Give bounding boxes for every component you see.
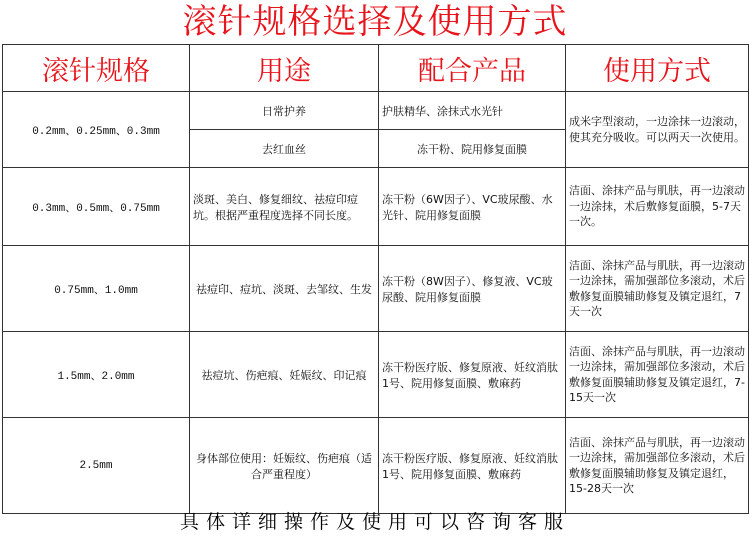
spec-cell: 0.3mm、0.5mm、0.75mm (3, 168, 190, 246)
spec-cell: 2.5mm (3, 418, 190, 514)
method-cell: 洁面、涂抹产品与肌肤，再一边滚动一边涂抹，需加强部位多滚动，术后敷修复面膜辅助修复及镇定退红，7-15天一次 (566, 332, 749, 418)
table-row (3, 332, 749, 418)
product-cell: 冻干粉医疗版、修复原液、妊纹消肽1号、院用修复面膜、敷麻药 (379, 418, 566, 514)
table-row (3, 246, 749, 332)
header-row (3, 45, 749, 92)
use-cell: 去红血丝 (190, 130, 379, 168)
page-title: 滚针规格选择及使用方式 (182, 2, 568, 42)
spec-cell: 0.2mm、0.25mm、0.3mm (3, 92, 190, 168)
use-cell: 日常护养 (190, 92, 379, 130)
footer-note: 具体详细操作及使用可以咨询客服 (179, 511, 570, 533)
use-cell: 祛痘印、痘坑、淡斑、去邹纹、生发 (190, 246, 379, 332)
table-row (3, 418, 749, 514)
method-cell: 洁面、涂抹产品与肌肤，再一边滚动一边涂抹，需加强部位多滚动，术后敷修复面膜辅助修复及镇定退红，7天一次 (566, 246, 749, 332)
header-spec: 滚针规格 (3, 45, 190, 92)
spec-cell: 1.5mm、2.0mm (3, 332, 190, 418)
product-cell: 冻干粉医疗版、修复原液、妊纹消肽1号、院用修复面膜、敷麻药 (379, 332, 566, 418)
header-use: 用途 (190, 45, 379, 92)
method-cell: 成米字型滚动，一边涂抹一边滚动，使其充分吸收。可以两天一次使用。 (566, 92, 749, 168)
use-cell: 淡斑、美白、修复细纹、祛痘印痘坑。根据严重程度选择不同长度。 (190, 168, 379, 246)
spec-cell: 0.75mm、1.0mm (3, 246, 190, 332)
method-cell: 洁面、涂抹产品与肌肤，再一边滚动一边涂抹，需加强部位多滚动，术后敷修复面膜辅助修复及镇定退红，15-28天一次 (566, 418, 749, 514)
table-row (3, 168, 749, 246)
product-cell: 冻干粉（8W因子）、修复液、VC玻尿酸、院用修复面膜 (379, 246, 566, 332)
product-cell: 护肤精华、涂抹式水光针 (379, 92, 566, 130)
table-row (3, 92, 749, 130)
use-cell: 身体部位使用：妊娠纹、伤疤痕（适合严重程度） (190, 418, 379, 514)
product-cell: 冻干粉、院用修复面膜 (379, 130, 566, 168)
method-cell: 洁面、涂抹产品与肌肤，再一边滚动一边涂抹，术后敷修复面膜，5-7天一次。 (566, 168, 749, 246)
product-cell: 冻干粉（6W因子）、VC玻尿酸、水光针、院用修复面膜 (379, 168, 566, 246)
spec-table (2, 44, 749, 514)
header-method: 使用方式 (566, 45, 749, 92)
header-product: 配合产品 (379, 45, 566, 92)
use-cell: 祛痘坑、伤疤痕、妊娠纹、印记痕 (190, 332, 379, 418)
